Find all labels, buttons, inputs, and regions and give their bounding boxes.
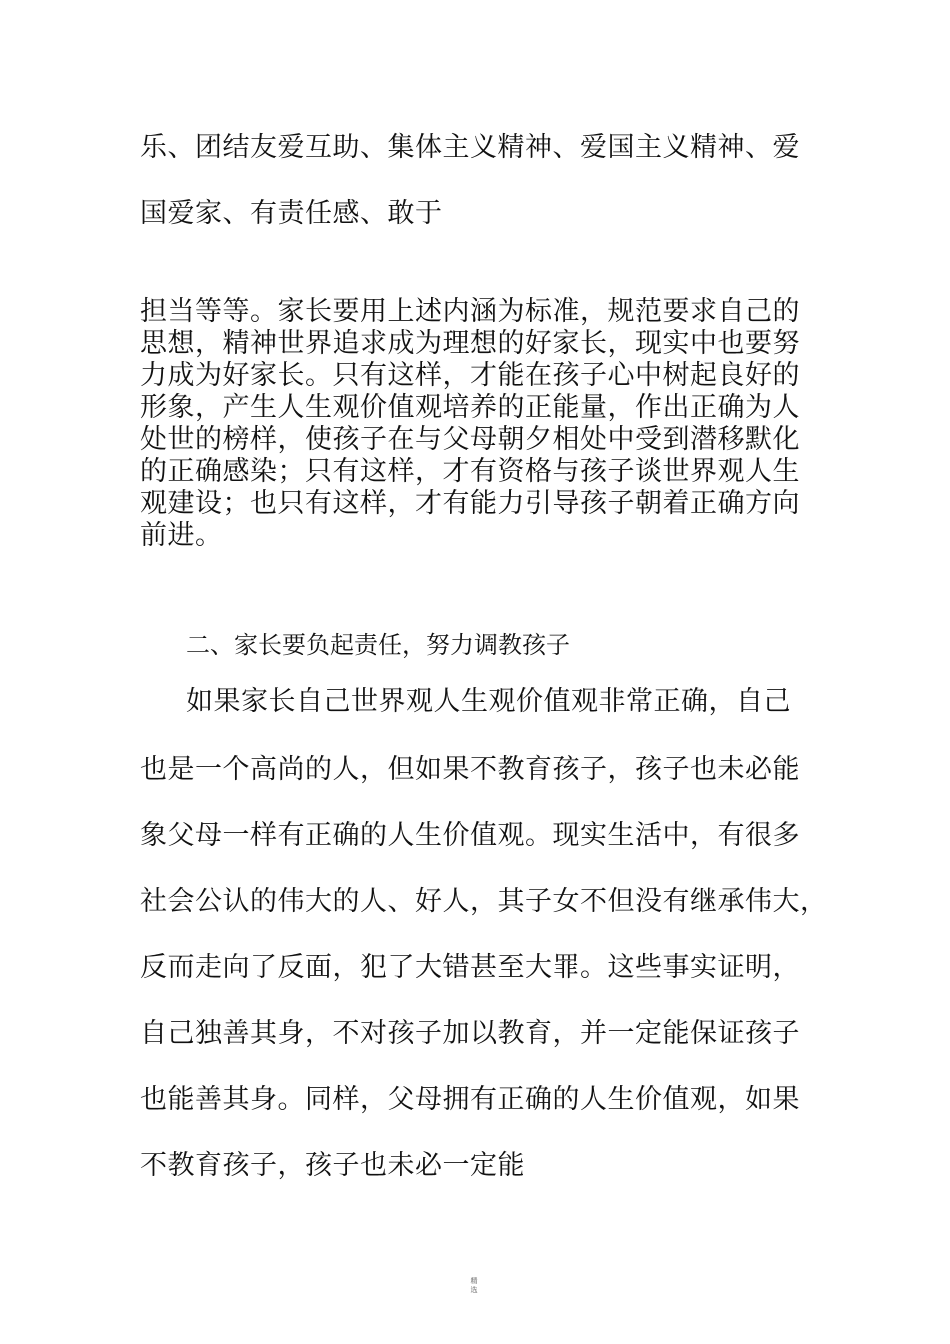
paragraph-line: 也能善其身。同样，父母拥有正确的人生价值观，如果 xyxy=(140,1084,800,1115)
paragraph-line: 的正确感染；只有这样，才有资格与孩子谈世界观人生 xyxy=(140,456,800,487)
paragraph-line: 国爱家、有责任感、敢于 xyxy=(140,198,443,229)
paragraph-line: 社会公认的伟大的人、好人，其子女不但没有继承伟大， xyxy=(140,886,828,917)
paragraph-line: 形象，产生人生观价值观培养的正能量，作出正确为人 xyxy=(140,392,800,423)
paragraph-line: 象父母一样有正确的人生价值观。现实生活中，有很多 xyxy=(140,820,800,851)
paragraph-line: 担当等等。家长要用上述内涵为标准，规范要求自己的 xyxy=(140,296,800,327)
paragraph-line: 如果家长自己世界观人生观价值观非常正确，自己 xyxy=(186,686,791,717)
paragraph-line: 力成为好家长。只有这样，才能在孩子心中树起良好的 xyxy=(140,360,800,391)
paragraph-line: 自己独善其身，不对孩子加以教育，并一定能保证孩子 xyxy=(140,1018,800,1049)
section-heading: 二、家长要负起责任，努力调教孩子 xyxy=(186,631,570,659)
paragraph-block xyxy=(140,296,820,552)
paragraph-line: 乐、团结友爱互助、集体主义精神、爱国主义精神、爱 xyxy=(140,132,800,163)
paragraph-line: 处世的榜样，使孩子在与父母朝夕相处中受到潜移默化 xyxy=(140,424,800,455)
paragraph-line: 也是一个高尚的人，但如果不教育孩子，孩子也未必能 xyxy=(140,754,800,785)
paragraph-line: 不教育孩子，孩子也未必一定能 xyxy=(140,1150,525,1181)
paragraph-line: 观建设；也只有这样，才有能力引导孩子朝着正确方向 xyxy=(140,488,800,519)
paragraph-line: 思想，精神世界追求成为理想的好家长，现实中也要努 xyxy=(140,328,800,359)
paragraph-line: 反而走向了反面，犯了大错甚至大罪。这些事实证明， xyxy=(140,952,800,983)
paragraph-line: 前进。 xyxy=(140,520,223,551)
page-footer-mark: 精 选 xyxy=(470,1277,478,1294)
